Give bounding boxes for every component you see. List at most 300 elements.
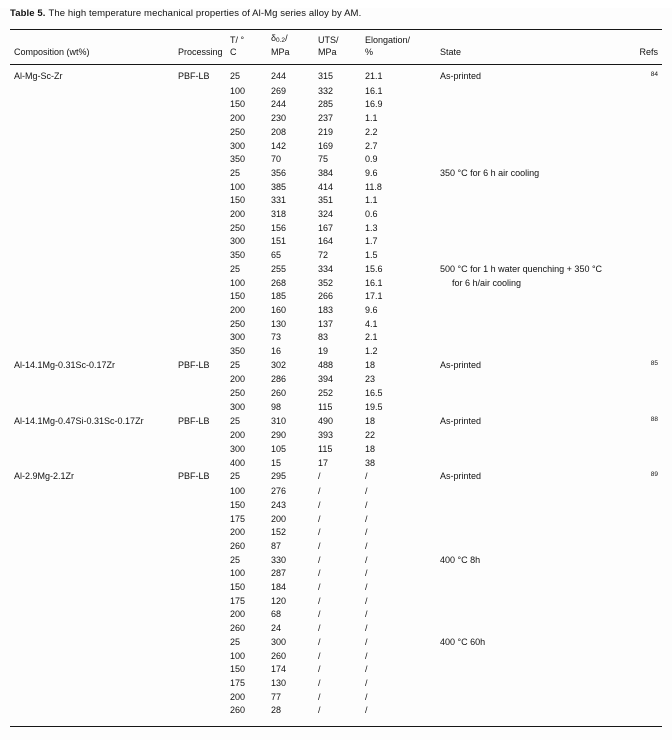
header-row	[10, 30, 662, 65]
processing-cell	[178, 181, 230, 195]
uts-cell: 315	[318, 71, 334, 81]
table-row	[10, 704, 662, 726]
temperature-cell: 300	[230, 332, 246, 343]
processing-cell	[178, 567, 230, 581]
elongation-cell: 9.6	[365, 304, 378, 315]
state-cell	[440, 140, 630, 154]
ref-cell	[630, 443, 662, 457]
state-cell	[440, 513, 630, 527]
processing-cell	[178, 526, 230, 540]
elongation-cell: /	[365, 595, 368, 606]
elongation-cell: /	[365, 677, 368, 688]
uts-cell: 115	[318, 443, 333, 454]
uts-cell: 384	[318, 167, 334, 178]
yield-strength-cell: 269	[271, 85, 287, 96]
table-row	[10, 65, 662, 85]
uts-cell: 169	[318, 140, 334, 151]
ref-cell	[630, 263, 662, 277]
ref-cell	[630, 677, 662, 691]
ref-cell	[630, 194, 662, 208]
uts-cell: 167	[318, 222, 334, 233]
state-cell	[440, 704, 630, 726]
table-row	[10, 373, 662, 387]
header-temperature-line2: C	[230, 46, 237, 57]
header-elongation	[365, 30, 440, 65]
elongation-cell: 0.6	[365, 209, 378, 220]
elongation-cell: 38	[365, 457, 376, 468]
processing-cell	[178, 663, 230, 677]
table-row	[10, 677, 662, 691]
uts-cell: /	[318, 609, 321, 620]
state-cell	[440, 290, 630, 304]
state-cell: As-printed	[440, 71, 482, 81]
ref-cell	[630, 222, 662, 236]
composition-cell	[10, 181, 178, 195]
ref-cell	[630, 249, 662, 263]
composition-cell	[10, 304, 178, 318]
ref-cell	[630, 554, 662, 568]
temperature-cell: 150	[230, 291, 246, 302]
elongation-cell: 18	[365, 415, 376, 426]
temperature-cell: 250	[230, 318, 246, 329]
ref-cell	[630, 85, 662, 99]
state-cell	[440, 126, 630, 140]
state-cell	[440, 595, 630, 609]
ref-number: 85	[650, 359, 658, 367]
processing-cell	[178, 691, 230, 705]
composition-cell	[10, 401, 178, 415]
temperature-cell: 400	[230, 457, 246, 468]
table-row	[10, 415, 662, 430]
state-cell	[440, 194, 630, 208]
temperature-cell: 150	[230, 582, 246, 593]
state-cell: As-printed	[440, 359, 482, 370]
yield-strength-cell: 276	[271, 486, 287, 497]
uts-cell: 490	[318, 415, 334, 426]
ref-cell	[630, 595, 662, 609]
ref-cell	[630, 415, 662, 430]
composition-cell	[10, 194, 178, 208]
uts-cell: /	[318, 540, 321, 551]
temperature-cell: 200	[230, 374, 246, 385]
state-cell	[440, 499, 630, 513]
temperature-cell: 25	[230, 263, 241, 274]
composition-cell	[10, 387, 178, 401]
ref-cell	[630, 359, 662, 374]
elongation-cell: 1.2	[365, 346, 378, 357]
processing-cell: PBF-LB	[178, 471, 210, 482]
state-cell	[440, 208, 630, 222]
yield-strength-cell: 310	[271, 415, 287, 426]
ref-cell	[630, 65, 662, 85]
composition-cell	[10, 457, 178, 471]
paper-page	[0, 8, 672, 740]
elongation-cell: 2.7	[365, 140, 378, 151]
elongation-cell: 0.9	[365, 154, 378, 165]
header-temperature	[230, 30, 271, 65]
elongation-cell: 22	[365, 430, 376, 441]
temperature-cell: 25	[230, 167, 241, 178]
state-cell	[440, 387, 630, 401]
composition-cell	[10, 263, 178, 277]
table-row	[10, 290, 662, 304]
temperature-cell: 200	[230, 609, 246, 620]
processing-cell	[178, 208, 230, 222]
composition-cell	[10, 331, 178, 345]
state-cell: 500 °C for 1 h water quenching + 350 °C	[440, 263, 603, 274]
table-caption-label: Table 5.	[10, 8, 46, 19]
yield-strength-cell: 260	[271, 650, 287, 661]
ref-cell	[630, 373, 662, 387]
yield-strength-cell: 142	[271, 140, 287, 151]
elongation-cell: /	[365, 582, 368, 593]
elongation-cell: 16.5	[365, 388, 383, 399]
table-row	[10, 235, 662, 249]
elongation-cell: 1.1	[365, 113, 378, 124]
uts-cell: /	[318, 513, 321, 524]
table-row	[10, 457, 662, 471]
composition-cell: Al-14.1Mg-0.31Sc-0.17Zr	[14, 359, 116, 370]
elongation-cell: /	[365, 691, 368, 702]
elongation-cell: 17.1	[365, 291, 383, 302]
yield-strength-cell: 130	[271, 677, 287, 688]
uts-cell: 115	[318, 401, 333, 412]
ref-cell	[630, 167, 662, 181]
yield-strength-cell: 151	[271, 236, 287, 247]
uts-cell: /	[318, 554, 321, 565]
header-refs-label: Refs	[639, 46, 658, 57]
processing-cell	[178, 443, 230, 457]
ref-cell	[630, 126, 662, 140]
yield-strength-cell: 77	[271, 691, 282, 702]
state-cell	[440, 401, 630, 415]
composition-cell	[10, 112, 178, 126]
table-row	[10, 98, 662, 112]
elongation-cell: 1.7	[365, 236, 378, 247]
processing-cell	[178, 290, 230, 304]
elongation-cell: 19.5	[365, 401, 383, 412]
processing-cell	[178, 401, 230, 415]
table-row	[10, 153, 662, 167]
uts-cell: 137	[318, 318, 334, 329]
table-row	[10, 540, 662, 554]
table-row	[10, 485, 662, 499]
temperature-cell: 100	[230, 650, 246, 661]
temperature-cell: 350	[230, 154, 246, 165]
yield-strength-cell: 120	[271, 595, 287, 606]
ref-cell	[630, 401, 662, 415]
ref-cell	[630, 485, 662, 499]
processing-cell	[178, 499, 230, 513]
composition-cell	[10, 704, 178, 726]
yield-strength-cell: 160	[271, 304, 287, 315]
ref-number: 89	[650, 471, 658, 479]
elongation-cell: 16.9	[365, 99, 383, 110]
ref-cell	[630, 622, 662, 636]
processing-cell	[178, 704, 230, 726]
ref-cell	[630, 540, 662, 554]
temperature-cell: 250	[230, 126, 246, 137]
composition-cell	[10, 153, 178, 167]
processing-cell	[178, 677, 230, 691]
yield-strength-cell: 300	[271, 636, 287, 647]
state-cell	[440, 345, 630, 359]
processing-cell	[178, 608, 230, 622]
uts-cell: 285	[318, 99, 334, 110]
ref-cell	[630, 499, 662, 513]
yield-strength-cell: 331	[271, 195, 287, 206]
table-row	[10, 208, 662, 222]
table-row	[10, 85, 662, 99]
state-cell	[440, 457, 630, 471]
processing-cell	[178, 331, 230, 345]
yield-strength-cell: 105	[271, 443, 287, 454]
ref-cell	[630, 636, 662, 650]
ref-cell	[630, 663, 662, 677]
state-cell: 350 °C for 6 h air cooling	[440, 167, 540, 178]
composition-cell: Al-Mg-Sc-Zr	[14, 71, 63, 81]
composition-cell	[10, 567, 178, 581]
yield-strength-cell: 255	[271, 263, 287, 274]
ref-cell	[630, 513, 662, 527]
processing-cell	[178, 650, 230, 664]
yield-strength-cell: 356	[271, 167, 287, 178]
elongation-cell: 1.3	[365, 222, 378, 233]
elongation-cell: /	[365, 636, 368, 647]
composition-cell	[10, 85, 178, 99]
ref-cell	[630, 704, 662, 726]
composition-cell	[10, 554, 178, 568]
yield-strength-cell: 24	[271, 623, 282, 634]
yield-strength-cell: 244	[271, 99, 287, 110]
processing-cell	[178, 622, 230, 636]
ref-cell	[630, 112, 662, 126]
temperature-cell: 300	[230, 236, 246, 247]
state-cell	[440, 581, 630, 595]
yield-strength-cell: 174	[271, 664, 287, 675]
elongation-cell: 2.1	[365, 332, 378, 343]
elongation-cell: /	[365, 623, 368, 634]
processing-cell	[178, 387, 230, 401]
elongation-cell: /	[365, 664, 368, 675]
header-processing-label: Processing	[178, 46, 223, 57]
elongation-cell: /	[365, 540, 368, 551]
uts-cell: 183	[318, 304, 334, 315]
state-cell	[440, 650, 630, 664]
state-cell	[440, 112, 630, 126]
processing-cell: PBF-LB	[178, 359, 210, 370]
processing-cell	[178, 485, 230, 499]
state-cell	[440, 526, 630, 540]
header-yield-line2: MPa	[271, 46, 290, 57]
temperature-cell: 175	[230, 595, 246, 606]
processing-cell	[178, 595, 230, 609]
processing-cell	[178, 277, 230, 291]
uts-cell: 252	[318, 388, 334, 399]
table-row	[10, 663, 662, 677]
composition-cell	[10, 526, 178, 540]
processing-cell	[178, 540, 230, 554]
temperature-cell: 300	[230, 443, 246, 454]
processing-cell	[178, 636, 230, 650]
state-cell	[440, 691, 630, 705]
temperature-cell: 260	[230, 705, 246, 716]
ref-cell	[630, 581, 662, 595]
composition-cell	[10, 691, 178, 705]
elongation-cell: /	[365, 705, 368, 716]
uts-cell: 219	[318, 126, 334, 137]
table-row	[10, 401, 662, 415]
processing-cell	[178, 373, 230, 387]
uts-cell: /	[318, 623, 321, 634]
yield-strength-cell: 70	[271, 154, 282, 165]
processing-cell	[178, 194, 230, 208]
table-row	[10, 140, 662, 154]
yield-strength-cell: 184	[271, 582, 287, 593]
header-composition	[10, 30, 178, 65]
state-cell	[440, 235, 630, 249]
uts-cell: /	[318, 595, 321, 606]
temperature-cell: 100	[230, 85, 246, 96]
table-row	[10, 331, 662, 345]
composition-cell	[10, 663, 178, 677]
uts-cell: /	[318, 499, 321, 510]
uts-cell: 332	[318, 85, 334, 96]
temperature-cell: 100	[230, 277, 246, 288]
yield-strength-cell: 243	[271, 499, 287, 510]
elongation-cell: 4.1	[365, 318, 378, 329]
table-row	[10, 595, 662, 609]
yield-strength-cell: 68	[271, 609, 282, 620]
temperature-cell: 260	[230, 623, 246, 634]
yield-strength-cell: 318	[271, 209, 287, 220]
temperature-cell: 175	[230, 513, 246, 524]
table-row	[10, 249, 662, 263]
yield-strength-cell: 185	[271, 291, 287, 302]
table-row	[10, 567, 662, 581]
temperature-cell: 150	[230, 195, 246, 206]
table-row	[10, 554, 662, 568]
state-cell	[440, 567, 630, 581]
uts-cell: 334	[318, 263, 334, 274]
state-cell: 400 °C 8h	[440, 554, 481, 565]
composition-cell	[10, 581, 178, 595]
header-state-label: State	[440, 46, 462, 57]
ref-cell	[630, 318, 662, 332]
temperature-cell: 100	[230, 486, 246, 497]
elongation-cell: /	[365, 554, 368, 565]
state-cell	[440, 331, 630, 345]
uts-cell: /	[318, 664, 321, 675]
table-row	[10, 222, 662, 236]
yield-strength-cell: 152	[271, 527, 287, 538]
processing-cell	[178, 153, 230, 167]
uts-cell: 164	[318, 236, 334, 247]
processing-cell	[178, 167, 230, 181]
ref-number: 84	[650, 71, 658, 78]
mechanical-properties-table	[10, 29, 662, 727]
composition-cell	[10, 167, 178, 181]
uts-cell: 488	[318, 359, 334, 370]
yield-strength-cell: 286	[271, 374, 287, 385]
table-row	[10, 194, 662, 208]
table-caption	[10, 8, 662, 20]
state-cell	[440, 540, 630, 554]
yield-strength-cell: 28	[271, 705, 282, 716]
yield-strength-cell: 87	[271, 540, 282, 551]
table-row	[10, 470, 662, 485]
temperature-cell: 100	[230, 181, 246, 192]
ref-cell	[630, 235, 662, 249]
uts-cell: 351	[318, 195, 334, 206]
composition-cell	[10, 513, 178, 527]
state-cell	[440, 443, 630, 457]
ref-cell	[630, 470, 662, 485]
ref-cell	[630, 608, 662, 622]
temperature-cell: 25	[230, 554, 241, 565]
processing-cell	[178, 345, 230, 359]
temperature-cell: 200	[230, 304, 246, 315]
temperature-cell: 300	[230, 401, 246, 412]
yield-strength-cell: 385	[271, 181, 287, 192]
composition-cell	[10, 429, 178, 443]
composition-cell: Al-14.1Mg-0.47Si-0.31Sc-0.17Zr	[14, 415, 144, 426]
processing-cell	[178, 98, 230, 112]
elongation-cell: 9.6	[365, 167, 378, 178]
temperature-cell: 150	[230, 99, 246, 110]
ref-cell	[630, 331, 662, 345]
table-row	[10, 345, 662, 359]
table-row	[10, 126, 662, 140]
processing-cell	[178, 304, 230, 318]
table-row	[10, 359, 662, 374]
ref-cell	[630, 691, 662, 705]
header-elongation-line1: Elongation/	[365, 35, 411, 45]
temperature-cell: 200	[230, 691, 246, 702]
composition-cell	[10, 222, 178, 236]
ref-cell	[630, 304, 662, 318]
ref-cell	[630, 526, 662, 540]
elongation-cell: /	[365, 486, 368, 497]
header-yield-line1: $\delta_{0.2}/$	[271, 33, 288, 44]
uts-cell: /	[318, 650, 321, 661]
temperature-cell: 200	[230, 113, 246, 124]
state-cell: for 6 h/air cooling	[452, 277, 522, 288]
state-cell	[440, 153, 630, 167]
processing-cell	[178, 249, 230, 263]
table-caption-text: The high temperature mechanical properties of Al-Mg series alloy by AM.	[48, 8, 362, 19]
uts-cell: 414	[318, 181, 334, 192]
ref-cell	[630, 98, 662, 112]
header-composition-label: Composition (wt%)	[14, 46, 90, 57]
uts-cell: /	[318, 636, 321, 647]
temperature-cell: 260	[230, 540, 246, 551]
uts-cell: /	[318, 471, 321, 482]
uts-cell: /	[318, 568, 321, 579]
temperature-cell: 25	[230, 71, 241, 81]
header-uts-line2: MPa	[318, 46, 337, 57]
table-row	[10, 526, 662, 540]
elongation-cell: /	[365, 609, 368, 620]
table-row	[10, 499, 662, 513]
composition-cell	[10, 443, 178, 457]
ref-cell	[630, 140, 662, 154]
elongation-cell: /	[365, 527, 368, 538]
processing-cell	[178, 318, 230, 332]
yield-strength-cell: 268	[271, 277, 287, 288]
uts-cell: /	[318, 486, 321, 497]
state-cell	[440, 304, 630, 318]
